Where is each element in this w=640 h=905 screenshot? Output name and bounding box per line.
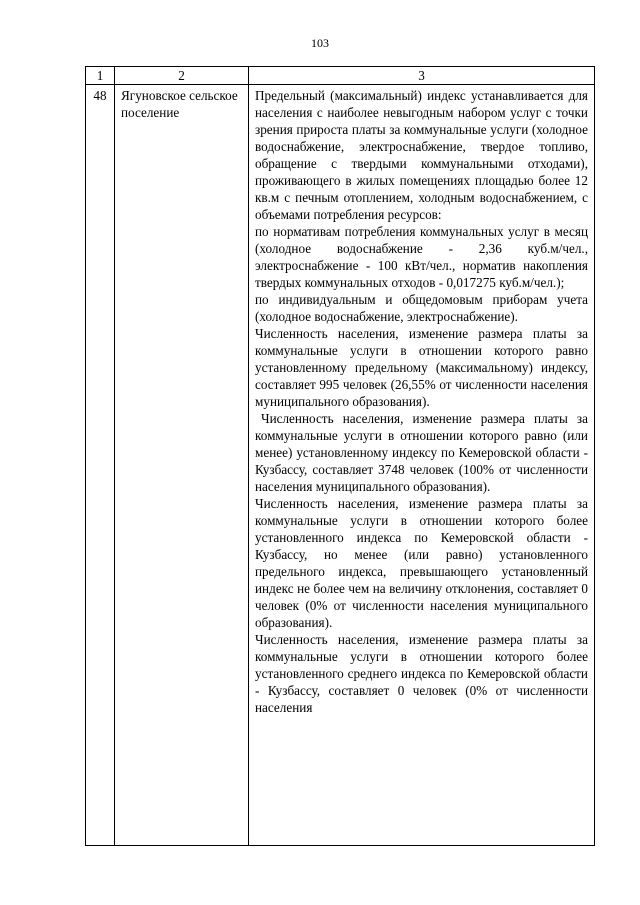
table-row xyxy=(86,85,595,846)
row-description xyxy=(249,85,595,846)
table-header-row xyxy=(86,67,595,85)
description-paragraph-1: Предельный (максимальный) индекс устанавливается для населения с наиболее невыгодным набором услуг с точки зрения прироста платы за коммунальные услуги (холодное водоснабжение, электроснабжение, твердое топливо, обращение с твердыми коммунальными отходами), проживающего в жилых помещениях площадью более 12 кв.м с печным отоплением, холодным водоснабжением, с объемами потребления ресурсов: xyxy=(255,88,588,222)
description-paragraph-4: Численность населения, изменение размера платы за коммунальные услуги в отношении которого равно установленному предельному (максимальному) индексу, составляет 995 человек (26,55% от численности населения муниципального образования). xyxy=(255,326,588,409)
settlement-name: Ягуновское сельское поселение xyxy=(115,85,249,846)
row-number: 48 xyxy=(86,85,115,846)
description-paragraph-7: Численность населения, изменение размера платы за коммунальные услуги в отношении которого более установленного среднего индекса по Кемеровской области - Кузбассу, составляет 0 человек (0% от численности населения xyxy=(255,632,588,715)
description-paragraph-3: по индивидуальным и общедомовым приборам учета (холодное водоснабжение, электроснабжение). xyxy=(255,292,588,324)
tariff-index-table xyxy=(85,66,595,846)
column-header-1: 1 xyxy=(86,67,115,85)
description-paragraph-6: Численность населения, изменение размера платы за коммунальные услуги в отношении которого более установленного индекса по Кемеровской области - Кузбассу, но менее (или равно) установленного предельного индекса, превышающего установленный индекс не более чем на величину отклонения, составляет 0 человек (0% от численности населения муниципального образования). xyxy=(255,496,588,630)
description-paragraph-2: по нормативам потребления коммунальных услуг в месяц (холодное водоснабжение - 2,36 куб.м/чел., электроснабжение - 100 кВт/чел., норматив накопления твердых коммунальных отходов - 0,017275 куб.м/чел.); xyxy=(255,224,588,290)
column-header-2: 2 xyxy=(115,67,249,85)
page-number: 103 xyxy=(311,36,329,50)
column-header-3: 3 xyxy=(249,67,595,85)
description-paragraph-5: Численность населения, изменение размера платы за коммунальные услуги в отношении которого равно (или менее) установленному индексу по Кемеровской области - Кузбассу, составляет 3748 человек (100% от численности населения муниципального образования). xyxy=(255,411,588,494)
